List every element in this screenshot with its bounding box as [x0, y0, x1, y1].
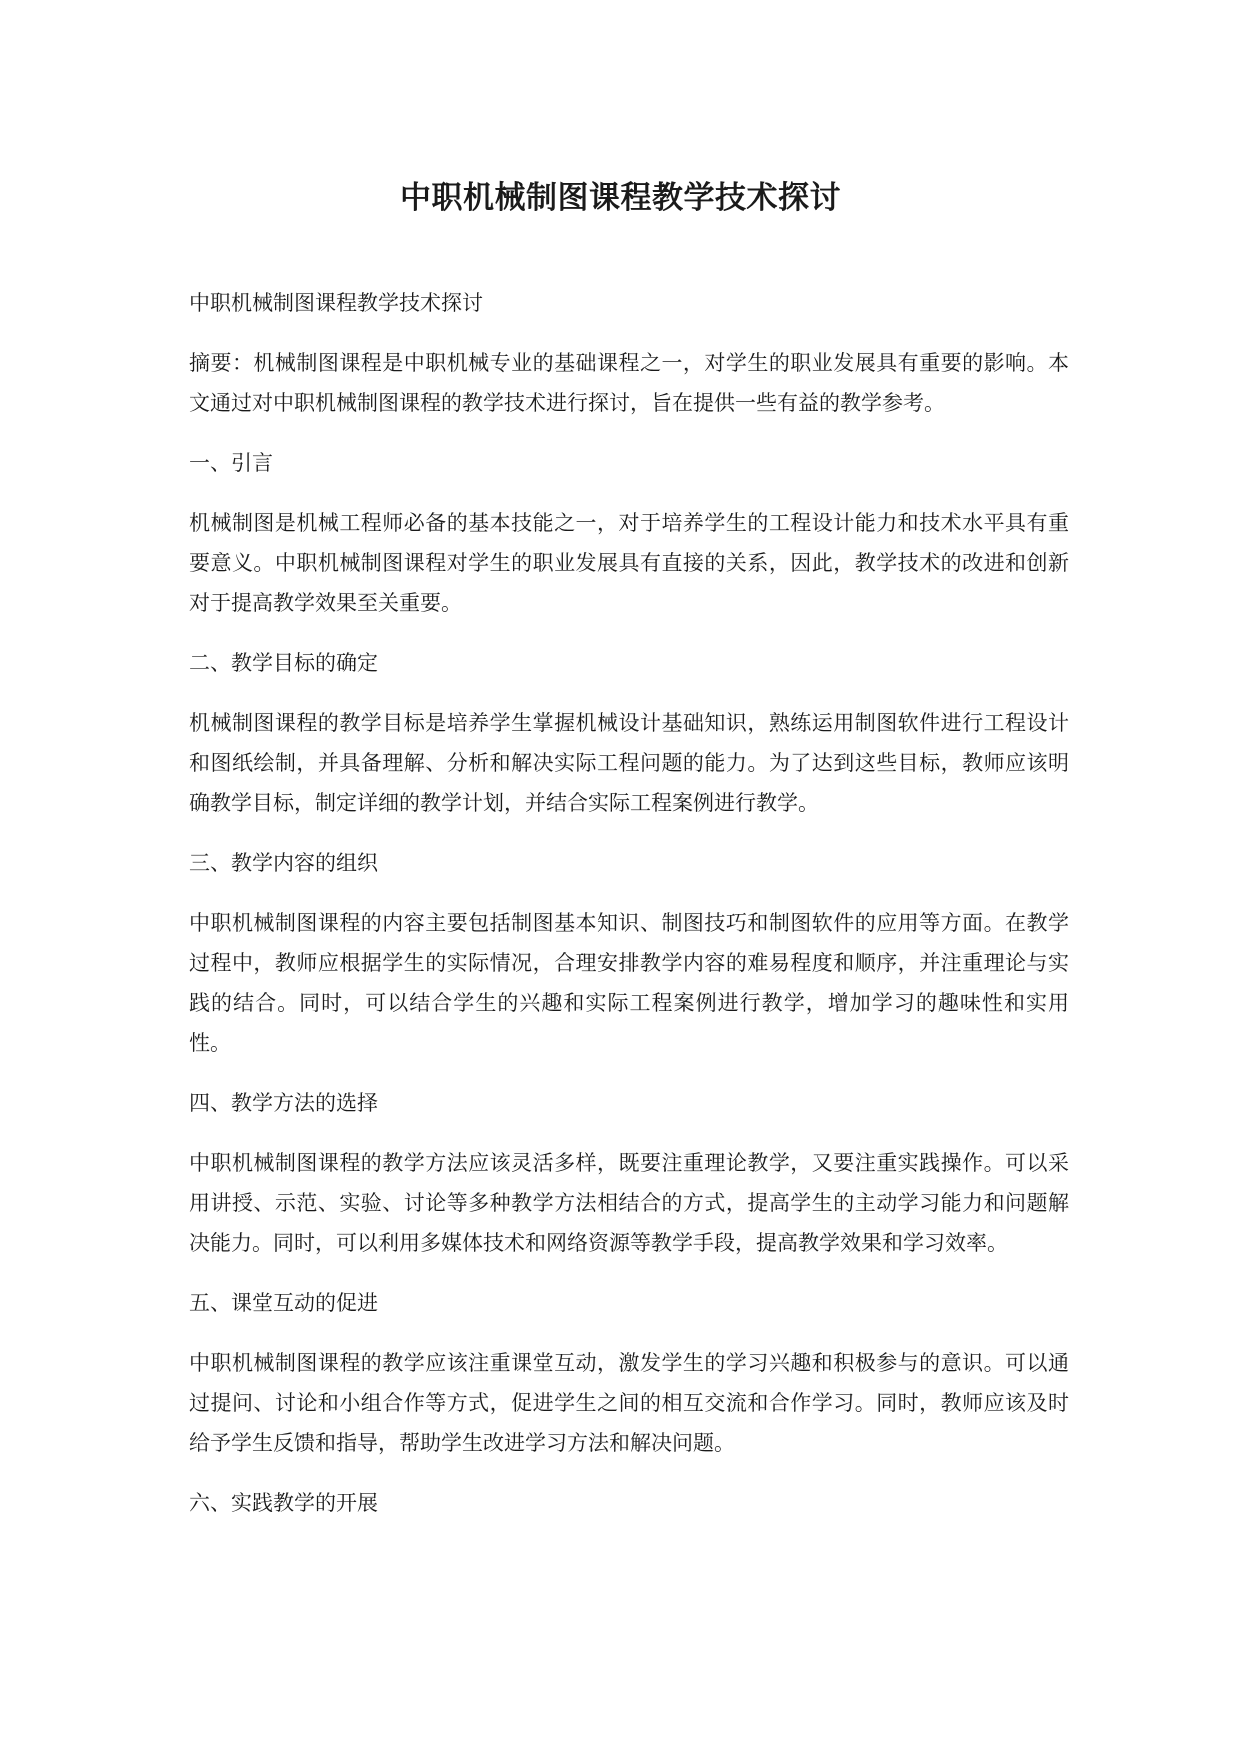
- section-heading-introduction: 一、引言: [189, 451, 273, 475]
- section-body-content-organization: 中职机械制图课程的内容主要包括制图基本知识、制图技巧和制图软件的应用等方面。在教学过程中，教师应根据学生的实际情况，合理安排教学内容的难易程度和顺序，并注重理论与实践的结合。同时，可以结合学生的兴趣和实际工程案例进行教学，增加学习的趣味性和实用性。: [189, 911, 1069, 1055]
- section-heading-practical-teaching: 六、实践教学的开展: [189, 1491, 378, 1515]
- section-body-teaching-methods: 中职机械制图课程的教学方法应该灵活多样，既要注重理论教学，又要注重实践操作。可以采用讲授、示范、实验、讨论等多种教学方法相结合的方式，提高学生的主动学习能力和问题解决能力。同时，可以利用多媒体技术和网络资源等教学手段，提高教学效果和学习效率。: [189, 1151, 1069, 1255]
- document-title: 中职机械制图课程教学技术探讨: [400, 180, 841, 216]
- section-body-introduction: 机械制图是机械工程师必备的基本技能之一，对于培养学生的工程设计能力和技术水平具有重要意义。中职机械制图课程对学生的职业发展具有直接的关系，因此，教学技术的改进和创新对于提高教学效果至关重要。: [189, 511, 1069, 615]
- section-body-teaching-goals: 机械制图课程的教学目标是培养学生掌握机械设计基础知识，熟练运用制图软件进行工程设计和图纸绘制，并具备理解、分析和解决实际工程问题的能力。为了达到这些目标，教师应该明确教学目标，制定详细的教学计划，并结合实际工程案例进行教学。: [189, 711, 1069, 815]
- section-heading-classroom-interaction: 五、课堂互动的促进: [189, 1291, 378, 1315]
- section-heading-teaching-goals: 二、教学目标的确定: [189, 651, 378, 675]
- document-subtitle: 中职机械制图课程教学技术探讨: [189, 291, 483, 315]
- section-heading-content-organization: 三、教学内容的组织: [189, 851, 378, 875]
- document-body: [189, 283, 1069, 1543]
- abstract-paragraph: 摘要：机械制图课程是中职机械专业的基础课程之一，对学生的职业发展具有重要的影响。本文通过对中职机械制图课程的教学技术进行探讨，旨在提供一些有益的教学参考。: [189, 351, 1069, 415]
- section-heading-teaching-methods: 四、教学方法的选择: [189, 1091, 378, 1115]
- section-body-classroom-interaction: 中职机械制图课程的教学应该注重课堂互动，激发学生的学习兴趣和积极参与的意识。可以通过提问、讨论和小组合作等方式，促进学生之间的相互交流和合作学习。同时，教师应该及时给予学生反馈和指导，帮助学生改进学习方法和解决问题。: [189, 1351, 1069, 1455]
